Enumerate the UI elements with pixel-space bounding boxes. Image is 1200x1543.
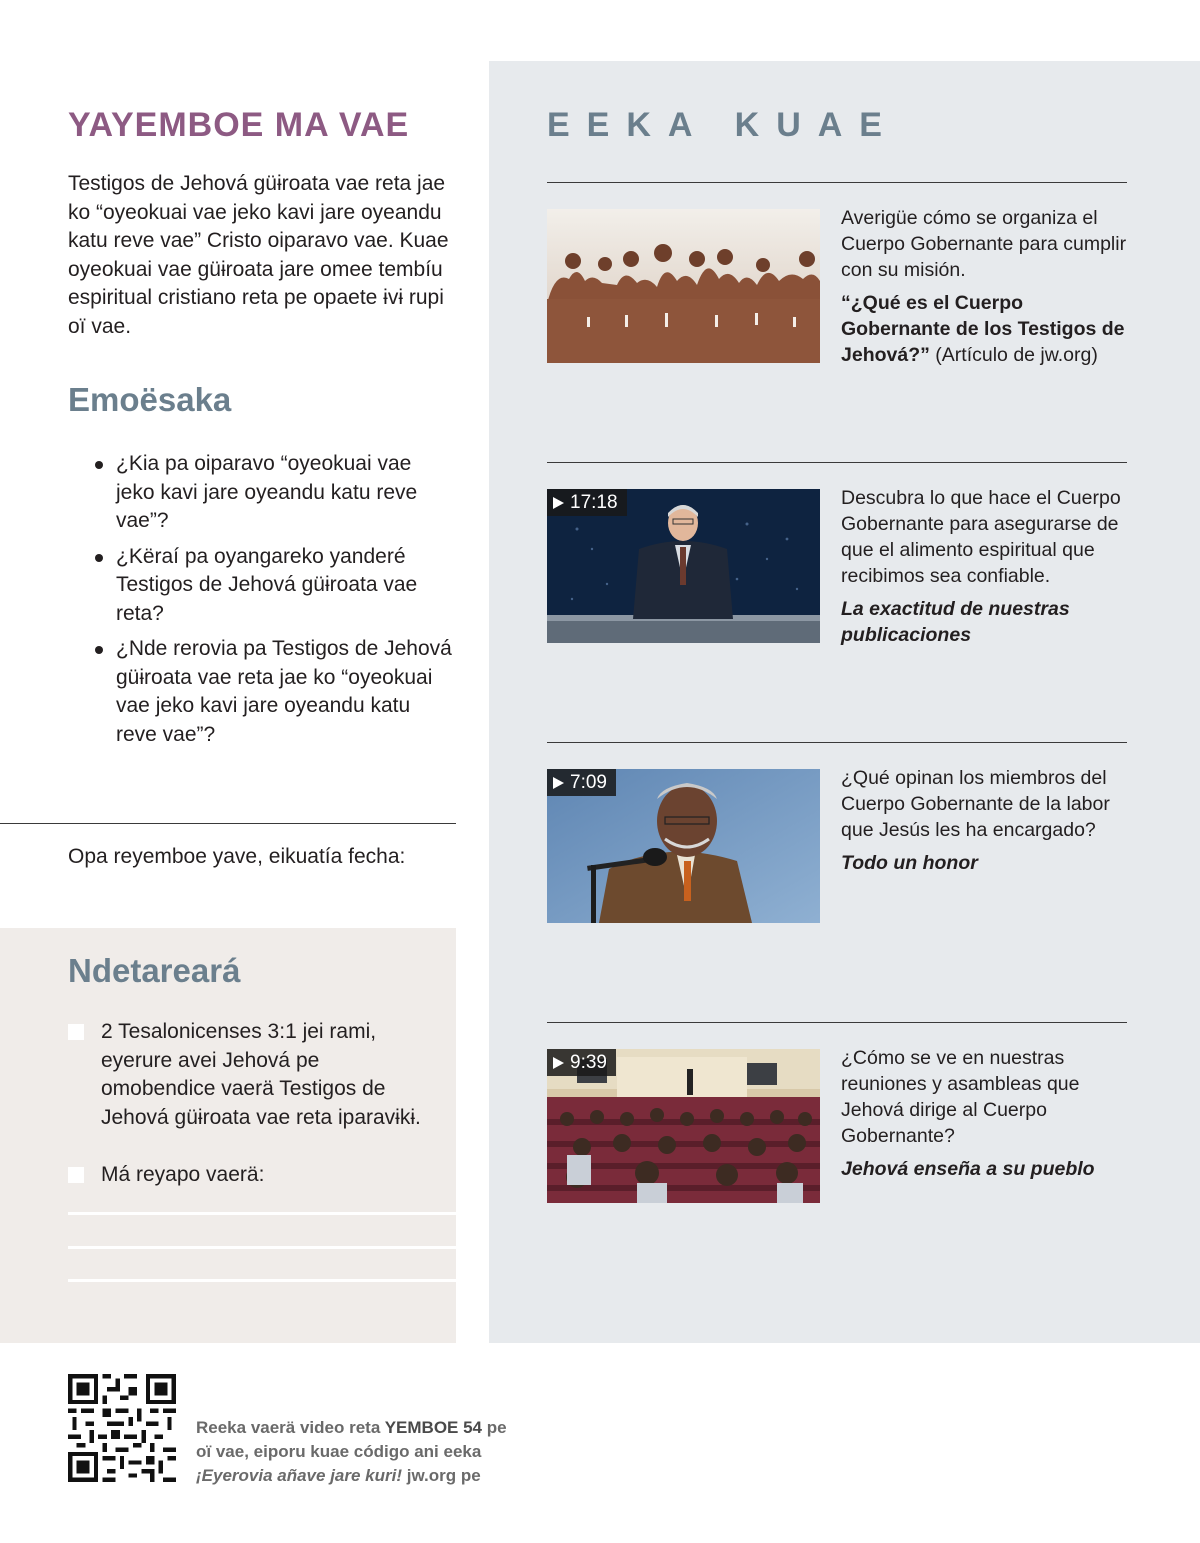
video-duration: 9:39: [547, 1049, 616, 1076]
video-duration: 7:09: [547, 769, 616, 796]
article-thumbnail[interactable]: [547, 209, 820, 363]
tasks-heading: Ndetareará: [68, 952, 241, 989]
play-icon: [553, 497, 564, 509]
divider: [547, 1022, 1127, 1023]
writing-line[interactable]: [68, 1279, 456, 1282]
play-icon: [553, 1057, 564, 1069]
item-description: Averigüe cómo se organiza el Cuerpo Gobernante para cumplir con su misión.: [841, 207, 1127, 281]
divider: [0, 823, 456, 824]
task-item: 2 Tesalonicenses 3:1 jei rami, eyerure avei Jehová pe omobendice vaerä Testigos de Jehová güɨroata vae reta iparavɨkɨ.: [68, 1018, 428, 1132]
bullet-icon: [95, 461, 103, 469]
item-title[interactable]: La exactitud de nuestras publicaciones: [841, 598, 1070, 646]
video-thumbnail[interactable]: [547, 769, 820, 923]
video-item: [841, 1045, 1127, 1182]
video-item: [841, 485, 1127, 648]
divider: [547, 182, 1127, 183]
writing-line[interactable]: [68, 1246, 456, 1249]
writing-line[interactable]: [68, 1212, 456, 1215]
item-title-link[interactable]: [841, 290, 1127, 368]
item-description: ¿Cómo se ve en nuestras reuniones y asambleas que Jehová dirige al Cuerpo Gobernante?: [841, 1047, 1080, 1147]
task-item: Má reyapo vaerä:: [68, 1161, 428, 1190]
item-title[interactable]: Jehová enseña a su pueblo: [841, 1158, 1095, 1180]
item-title[interactable]: Todo un honor: [841, 852, 978, 874]
task-checkbox[interactable]: [68, 1024, 84, 1040]
completion-date-label[interactable]: Opa reyemboe yave, eikuatía fecha:: [68, 845, 406, 868]
task-checkbox[interactable]: [68, 1167, 84, 1183]
video-duration: 17:18: [547, 489, 627, 516]
item-title: “¿Qué es el Cuerpo Gobernante de los Testigos de Jehová?”: [841, 292, 1125, 366]
qr-code[interactable]: [68, 1374, 176, 1482]
item-description: Descubra lo que hace el Cuerpo Gobernante para asegurarse de que el alimento espiritual que recibimos sea confiable.: [841, 487, 1121, 587]
question-item: ¿Këraí pa oyangareko yanderé Testigos de Jehová güɨroata vae reta?: [95, 543, 455, 629]
question-item: ¿Nde rerovia pa Testigos de Jehová güɨroata vae reta jae ko “oyeokuai vae jeko kavi jare oyeandu katu reve vae”?: [95, 635, 455, 749]
question-item: ¿Kia pa oiparavo “oyeokuai vae jeko kavi jare oyeandu katu reve vae”?: [95, 450, 455, 536]
divider: [547, 462, 1127, 463]
video-item: [841, 205, 1127, 368]
review-questions: [95, 450, 455, 756]
bullet-icon: [95, 554, 103, 562]
questions-heading: Emoësaka: [68, 381, 232, 418]
intro-paragraph: Testigos de Jehová güɨroata vae reta jae ko “oyeokuai vae jeko kavi jare oyeandu katu reve vae” Cristo oiparavo vae. Kuae oyeokuai vae güɨroata jare omee tembíu espiritual cristiano reta pe opaete ɨvɨ rupi oï vae.: [68, 172, 449, 338]
video-item: [841, 765, 1127, 876]
item-source: (Artículo de jw.org): [935, 344, 1098, 366]
item-description: ¿Qué opinan los miembros del Cuerpo Gobernante de la labor que Jesús les ha encargado?: [841, 767, 1110, 841]
divider: [547, 742, 1127, 743]
panel-title: EEKA KUAE: [547, 106, 899, 144]
video-thumbnail[interactable]: [547, 1049, 820, 1203]
video-thumbnail[interactable]: [547, 489, 820, 643]
meeting-silhouette-image: [547, 209, 820, 363]
play-icon: [553, 777, 564, 789]
lesson-title: YAYEMBOE MA VAE: [68, 106, 410, 144]
bullet-icon: [95, 646, 103, 654]
footer-note: Reeka vaerä video reta YEMBOE 54 pe oï vae, eiporu kuae código ani eeka ¡Eyerovia añave jare kuri! jw.org pe: [196, 1418, 507, 1485]
